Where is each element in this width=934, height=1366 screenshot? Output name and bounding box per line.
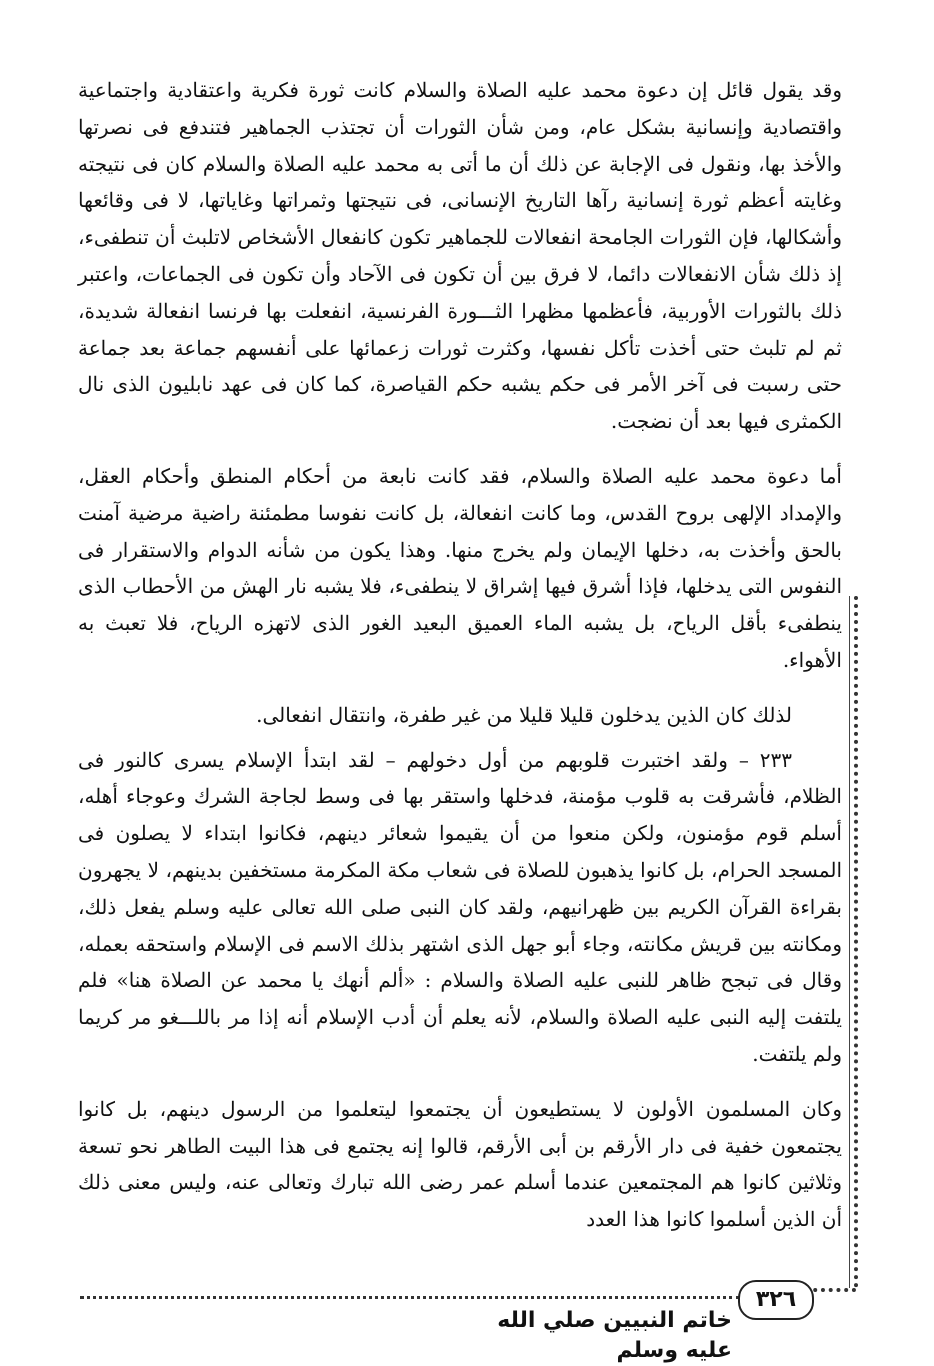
paragraph-5: وكان المسلمون الأولون لا يستطيعون أن يجتمعوا ليتعلموا من الرسول دينهم، بل كانوا يجتمعون خفية فى دار الأرقم بن أبى الأرقم، قالوا إنه يجتمع فى هذا البيت الطاهر نحو تسعة وثلاثين كانوا هم المجتمعين عندما أسلم عمر رضى الله تبارك وتعالى عنه، وليس معنى ذلك أن الذين أسلموا كانوا هذا العدد [78, 1096, 842, 1232]
body-text [78, 72, 842, 1238]
page-number: ٣٢٦ [738, 1280, 814, 1320]
paragraph-2: أما دعوة محمد عليه الصلاة والسلام، فقد كانت نابعة من أحكام المنطق وأحكام العقل، والإمداد الإلهى بروح القدس، وما كانت انفعالة، بل كانت نفوسا مطمئنة راضية مرضية آمنت بالحق وأخذت به، دخلها الإيمان ولم يخرج منها. وهذا يكون من شأنه الدوام والاستقرار فى النفوس التى يدخلها، فإذا أشرق فيها إشراق لا ينطفىء، فلا يشبه نار الهش من الأحطاب الذى ينطفىء بأقل الرياح، بل يشبه الماء العميق البعيد الغور الذى لاتهزه الرياح، فلا تعبث به الأهواء. [78, 463, 842, 672]
paragraph-3: لذلك كان الذين يدخلون قليلا قليلا من غير طفرة، وانتقال انفعالى. [256, 702, 792, 727]
running-footer: خاتم النبيين صلي الله عليه وسلم [497, 1308, 732, 1363]
decorative-frame-line [849, 596, 850, 1288]
decorative-frame-bottom [80, 1296, 740, 1299]
paragraph-1: وقد يقول قائل إن دعوة محمد عليه الصلاة والسلام كانت ثورة فكرية واعتقادية واجتماعية واقتصادية وإنسانية بشكل عام، ومن شأن الثورات أن تجتذب الجماهير فتندفع فى نصرتها والأخذ بها، ونقول فى الإجابة عن ذلك أن ما أتى به محمد عليه الصلاة والسلام كان فى نتيجته وغايته أعظم ثورة إنسانية رآها التاريخ الإنسانى، فى نتيجتها وثمراتها وغاياتها، لا فى وقائعها وأشكالها، فإن الثورات الجامحة انفعالات للجماهير تكون كانفعال الأشخاص لاتلبث أن تنطفىء، إذ ذلك شأن الانفعالات دائما، لا فرق بين أن تكون فى الآحاد وأن تكون فى الجماعات، واعتبر ذلك بالثورات الأوربية، فأعظمها مظهرا الثـــورة الفرنسية، انفعلت بها فرنسا انفعالة شديدة، ثم لم تلبث حتى أخذت تأكل نفسها، وكثرت ثورات زعمائها على أنفسهم جماعة بعد جماعة حتى رسبت فى آخر الأمر فى حكم يشبه حكم القياصرة، كما كان فى عهد نابليون الذى نال الكمثرى فيها بعد أن نضجت. [78, 78, 843, 434]
paragraph-4: ٢٣٣ – ولقد اختبرت قلوبهم من أول دخولهم – لقد ابتدأ الإسلام يسرى كالنور فى الظلام، فأشرقت به قلوب مؤمنة، فدخلها واستقر بها فى وسط لجاجة الشرك وعوجاء أهله، أسلم قوم مؤمنون، ولكن منعوا من أن يقيموا شعائر دينهم، فكانوا ابتداء لا يصلون فى المسجد الحرام، بل كانوا يذهبون للصلاة فى شعاب مكة المكرمة مستخفين بدينهم، لا يجهرون بقراءة القرآن الكريم بين ظهرانيهم، ولقد كان النبى صلى الله تعالى عليه وسلم يفعل ذلك، ومكانته بين قريش مكانته، وجاء أبو جهل الذى اشتهر بذلك الاسم فى الإسلام واستحقه بعمله، وقال فى تبجح ظاهر للنبى عليه الصلاة والسلام : «ألم أنهك يا محمد عن الصلاة هنا» فلم يلتفت إليه النبى عليه الصلاة والسلام، لأنه يعلم أن أدب الإسلام أنه إذا مر باللـــغو مر كريما ولم يلتفت. [78, 747, 842, 1066]
decorative-frame-right [854, 596, 858, 1288]
